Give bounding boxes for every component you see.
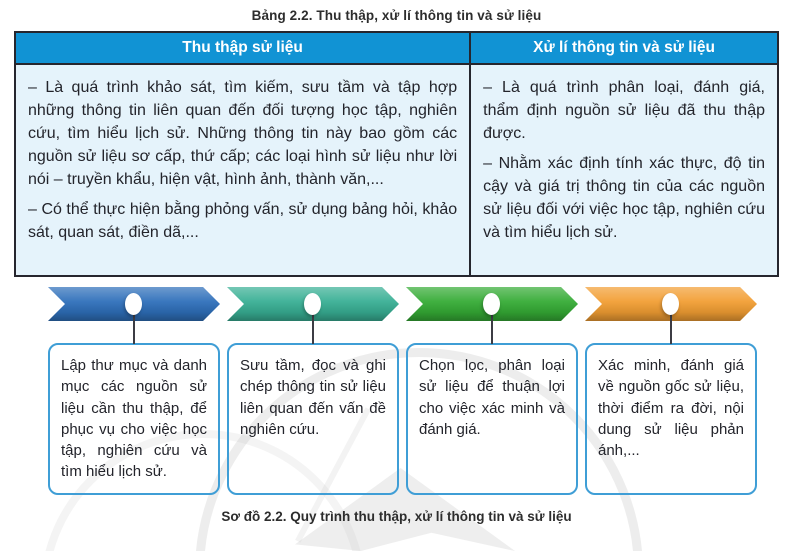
column-cell-collect [16, 65, 469, 275]
step-text: Chọn lọc, phân loại sử liệu để thuận lợi cho việc xác minh và đánh giá. [419, 357, 565, 438]
column-cell-process [471, 65, 777, 275]
column-header-process: Xử lí thông tin và sử liệu [471, 33, 777, 65]
table-column-collect [16, 33, 471, 275]
diagram-caption: Sơ đồ 2.2. Quy trình thu thập, xử lí thông tin và sử liệu [221, 509, 572, 524]
process-step-2 [227, 287, 399, 495]
step-text: Sưu tầm, đọc và ghi chép thông tin sử liệu liên quan đến vấn đề nghiên cứu. [240, 357, 386, 438]
connector-dot [125, 293, 142, 315]
step-text: Xác minh, đánh giá về nguồn gốc sử liệu, thời điểm ra đời, nội dung sử liệu phản ánh,... [598, 357, 744, 460]
process-step-1 [48, 287, 220, 495]
info-table [14, 31, 779, 277]
connector-dot [304, 293, 321, 315]
table-title: Bảng 2.2. Thu thập, xử lí thông tin và sử liệu [251, 8, 542, 23]
step-callout-box [227, 343, 399, 495]
column-header-collect: Thu thập sử liệu [16, 33, 469, 65]
step-callout-box [585, 343, 757, 495]
connector-line [670, 312, 672, 344]
process-step-3 [406, 287, 578, 495]
process-step-4 [585, 287, 757, 495]
connector-dot [662, 293, 679, 315]
connector-line [312, 312, 314, 344]
cell-paragraph: – Có thể thực hiện bằng phỏng vấn, sử dụng bảng hỏi, khảo sát, quan sát, điền dã,... [28, 201, 458, 242]
step-callout-box [48, 343, 220, 495]
table-column-process [471, 33, 777, 275]
cell-paragraph: – Là quá trình phân loại, đánh giá, thẩm định nguồn sử liệu đã thu thập được. [483, 79, 765, 143]
cell-paragraph: – Nhằm xác định tính xác thực, độ tin cậy và giá trị thông tin của các nguồn sử liệu đối với việc học tập, nghiên cứu và tìm hiểu lịch sử. [483, 155, 765, 242]
process-diagram [48, 287, 757, 495]
step-text: Lập thư mục và danh mục các nguồn sử liệu cần thu thập, để phục vụ cho việc học tập, nghiên cứu và tìm hiểu lịch sử. [61, 357, 207, 481]
step-callout-box [406, 343, 578, 495]
connector-line [133, 312, 135, 344]
connector-dot [483, 293, 500, 315]
connector-line [491, 312, 493, 344]
cell-paragraph: – Là quá trình khảo sát, tìm kiếm, sưu tầm và tập hợp những thông tin liên quan đến đối tượng học tập, nghiên cứu, tìm hiểu lịch sử. Những thông tin này bao gồm các nguồn sử liệu sơ cấp, thứ cấp; các loại hình sử liệu như lời nói – truyền khẩu, hiện vật, hình ảnh, thành văn,... [28, 79, 458, 189]
